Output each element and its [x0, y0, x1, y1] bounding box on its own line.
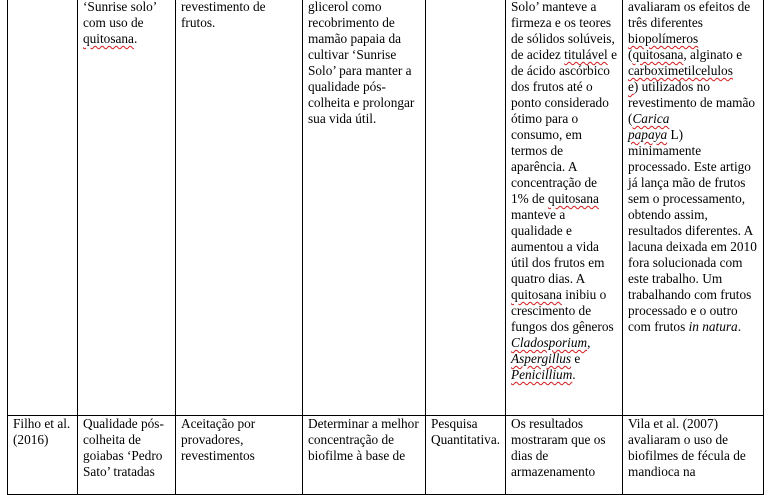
- spellcheck-word: quitosana: [511, 287, 562, 302]
- table-cell-method: [426, 0, 506, 416]
- spellcheck-word: Penicillium: [511, 367, 573, 382]
- table-cell-variables: Aceitação por provadores, revestimentos: [176, 416, 303, 495]
- table-cell-objective: Determinar a melhor concentração de biofilme à base de: [303, 416, 426, 495]
- spellcheck-word: Carica: [632, 111, 670, 126]
- table-row: [8, 416, 764, 495]
- table-cell-discussion: avaliaram os efeitos de três diferentes biopolímeros (quitosana, alginato e carboximetilcelulos e) utilizados no revestimento de mamão (Carica papaya L) minimamente processado. Este artigo já lança mão de frutos sem o processamento, obtendo assim, resultados diferentes. A lacuna deixada em 2010 fora solucionada com este trabalho. Um trabalhando com frutos processado e o outro com frutos in natura.: [623, 0, 764, 416]
- table-cell-author: Filho et al. (2016): [8, 416, 78, 495]
- spellcheck-word: quitosana: [632, 47, 684, 62]
- spellcheck-word: titulável: [564, 47, 608, 62]
- table-cell-title: Qualidade pós-colheita de goiabas ‘Pedro Sato’ tratadas: [78, 416, 176, 495]
- table-cell-title: ‘Sunrise solo’ com uso de quitosana.: [78, 0, 176, 416]
- spellcheck-word: e: [628, 79, 634, 94]
- literature-review-table: [7, 0, 764, 495]
- table-cell-variables: revestimento de frutos.: [176, 0, 303, 416]
- spellcheck-word: carboximetilcelulos: [628, 63, 733, 78]
- spellcheck-word: Aspergillus: [511, 351, 572, 366]
- table-row: [8, 0, 764, 416]
- table-cell-author: [8, 0, 78, 416]
- spellcheck-word: quitosana: [547, 191, 599, 206]
- table-cell-objective: glicerol como recobrimento de mamão papaia da cultivar ‘Sunrise Solo’ para manter a qualidade pós-colheita e prolongar sua vida útil.: [303, 0, 426, 416]
- table-cell-results: Os resultados mostraram que os dias de armazenamento: [506, 416, 623, 495]
- spellcheck-word: Cladosporium: [511, 335, 588, 350]
- spellcheck-word: biopolímeros: [628, 31, 699, 46]
- italic-term: in natura: [688, 319, 738, 334]
- table-cell-discussion: Vila et al. (2007) avaliaram o uso de biofilmes de fécula de mandioca na: [623, 416, 764, 495]
- table-cell-method: Pesquisa Quantitativa.: [426, 416, 506, 495]
- spellcheck-word: papaya: [628, 127, 668, 142]
- spellcheck-word: quitosana: [83, 31, 134, 46]
- table-cell-results: Solo’ manteve a firmeza e os teores de sólidos solúveis, de acidez titulável e de ácido ascórbico dos frutos até o ponto considerado ótimo para o consumo, em termos de aparência. A concentração de 1% de quitosana manteve a qualidade e aumentou a vida útil dos frutos em quatro dias. A quitosana inibiu o crescimento de fungos dos gêneros Cladosporium, Aspergillus e Penicillium.: [506, 0, 623, 416]
